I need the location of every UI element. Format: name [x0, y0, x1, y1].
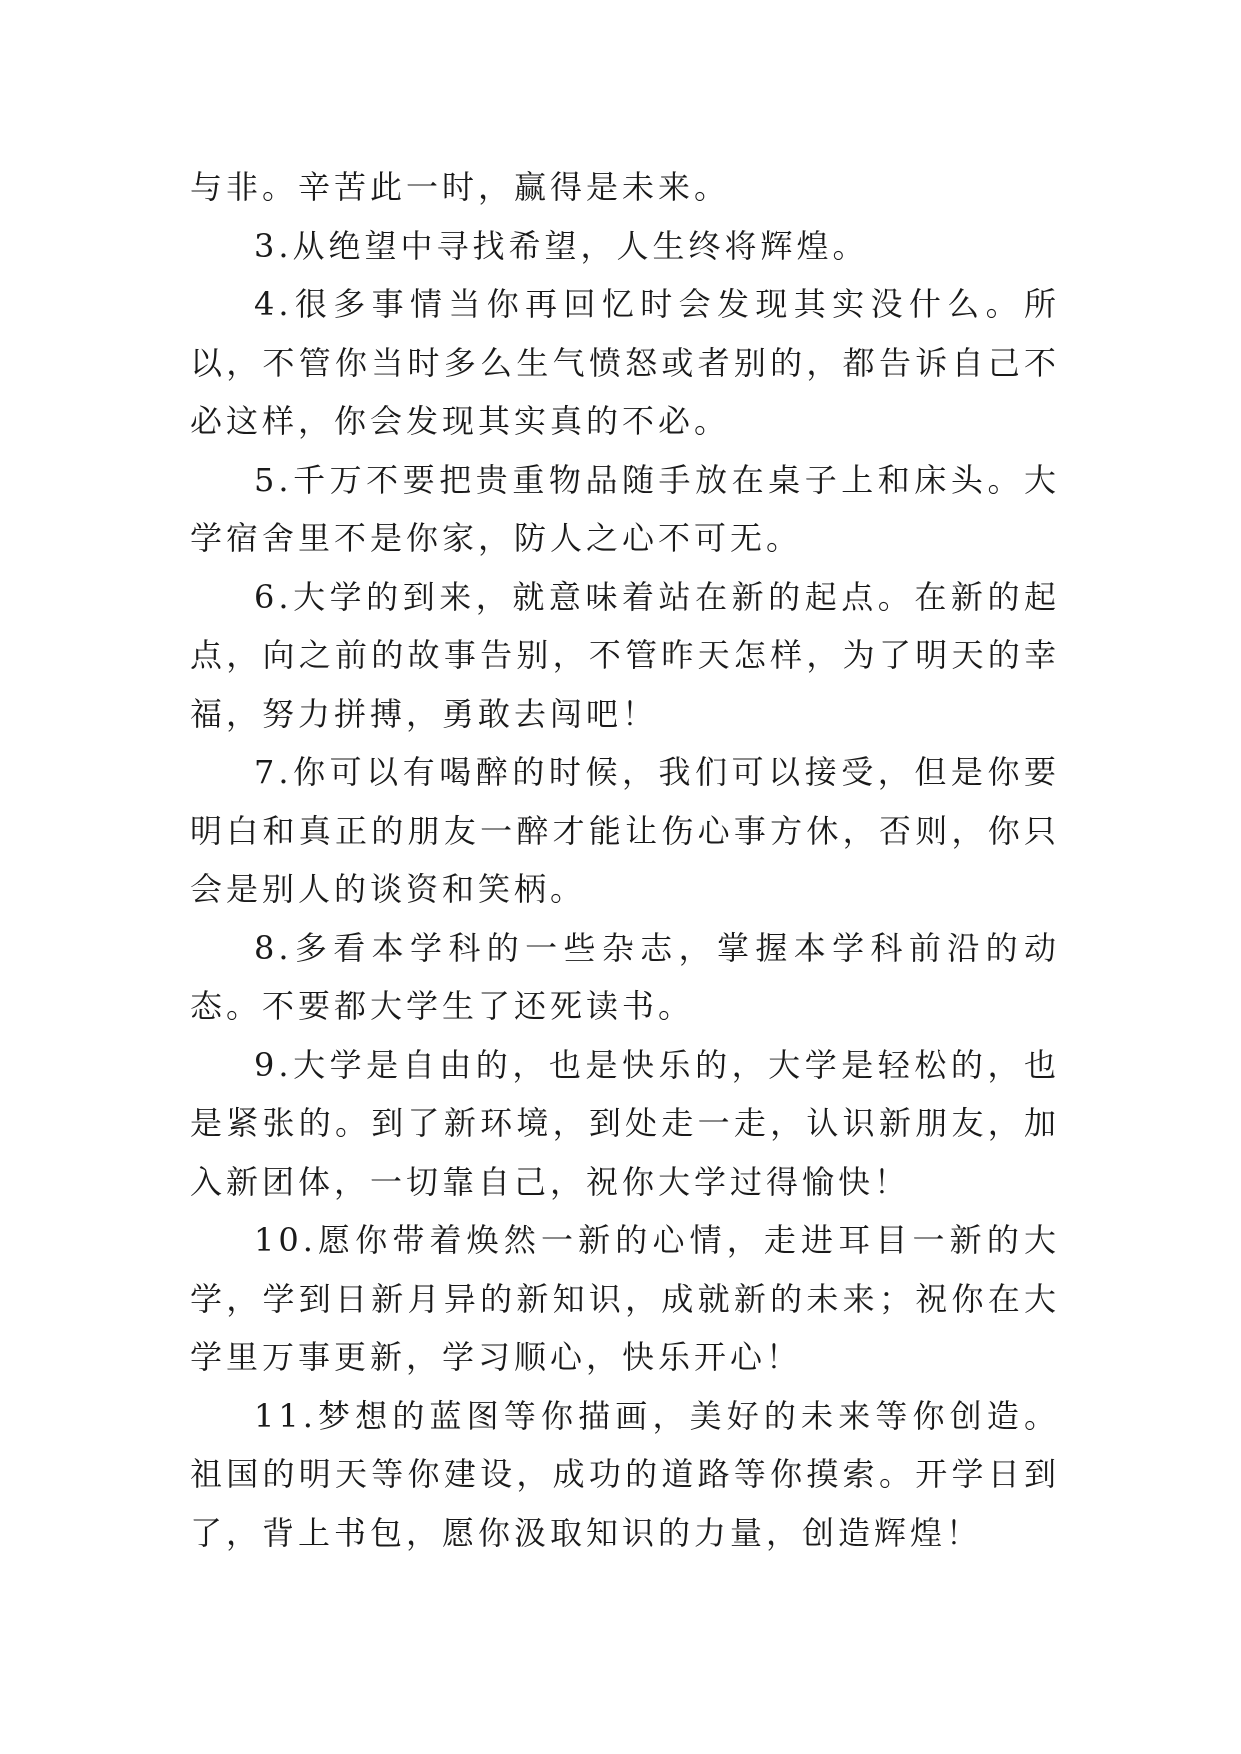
paragraph-item-11: 11.梦想的蓝图等你描画，美好的未来等你创造。祖国的明天等你建设，成功的道路等你摸索。开学日到了，背上书包，愿你汲取知识的力量，创造辉煌！: [190, 1396, 1060, 1552]
paragraph-item-4: 4.很多事情当你再回忆时会发现其实没什么。所以，不管你当时多么生气愤怒或者别的，都告诉自己不必这样，你会发现其实真的不必。: [190, 285, 1060, 440]
paragraph-item-10: 10.愿你带着焕然一新的心情，走进耳目一新的大学，学到日新月异的新知识，成就新的未来；祝你在大学里万事更新，学习顺心，快乐开心！: [190, 1221, 1060, 1376]
paragraph-item-8: 8.多看本学科的一些杂志，掌握本学科前沿的动态。不要都大学生了还死读书。: [190, 928, 1060, 1025]
document-body: [190, 158, 1060, 1562]
paragraph-item-6: 6.大学的到来，就意味着站在新的起点。在新的起点，向之前的故事告别，不管昨天怎样，为了明天的幸福，努力拼搏，勇敢去闯吧！: [190, 577, 1060, 733]
paragraph-item-5: 5.千万不要把贵重物品随手放在桌子上和床头。大学宿舍里不是你家，防人之心不可无。: [190, 460, 1060, 557]
paragraph-item-7: 7.你可以有喝醉的时候，我们可以接受，但是你要明白和真正的朋友一醉才能让伤心事方休，否则，你只会是别人的谈资和笑柄。: [190, 753, 1060, 908]
paragraph-continuation: 与非。辛苦此一时，赢得是未来。: [190, 168, 731, 206]
paragraph-item-9: 9.大学是自由的，也是快乐的，大学是轻松的，也是紧张的。到了新环境，到处走一走，认识新朋友，加入新团体，一切靠自己，祝你大学过得愉快！: [190, 1045, 1060, 1201]
paragraph-item-3: 3.从绝望中寻找希望，人生终将辉煌。: [254, 226, 869, 265]
